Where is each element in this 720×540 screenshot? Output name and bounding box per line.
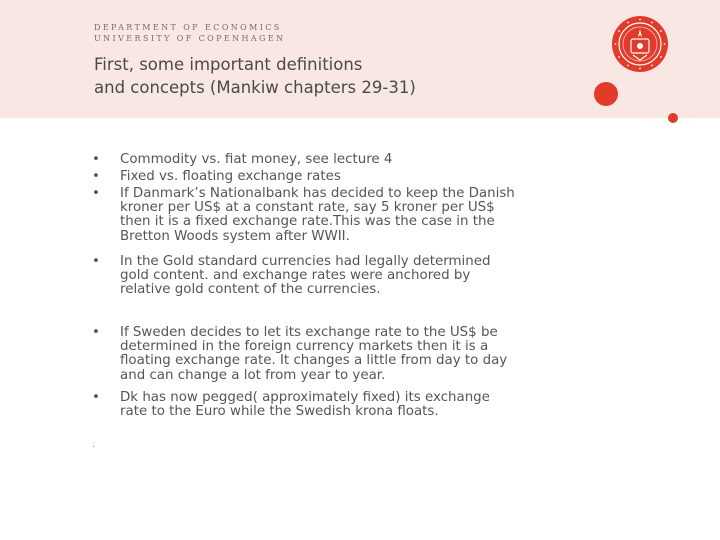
title-line: First, some important definitions xyxy=(94,55,363,74)
bullet-marker: • xyxy=(92,169,100,184)
bullet-text-line: Dk has now pegged( approximately fixed) its exchange xyxy=(120,390,490,405)
bullet-text-line: floating exchange rate. It changes a little from day to day xyxy=(120,353,508,369)
bullet-text-line: If Danmark’s Nationalbank has decided to keep the Danish xyxy=(120,186,515,201)
decorative-dot-small xyxy=(668,113,678,123)
bullet-text-line: gold content. and exchange rates were anchored by xyxy=(120,268,471,284)
bullet-text-line: Fixed vs. floating exchange rates xyxy=(120,169,341,184)
bullet-marker: • xyxy=(92,254,100,269)
bullet-text-line: Commodity vs. fiat money, see lecture 4 xyxy=(120,152,393,167)
bullet-text-line: kroner per US$ at a constant rate, say 5 kroner per US$ xyxy=(120,200,495,216)
bullet-marker: • xyxy=(92,325,100,340)
bullet-text-line: In the Gold standard currencies had legally determined xyxy=(120,254,491,269)
title-line: and concepts (Mankiw chapters 29-31) xyxy=(94,78,416,97)
bullet-marker: • xyxy=(92,390,100,405)
department-name: DEPARTMENT OF ECONOMICS xyxy=(94,23,282,32)
bullet-text-line: determined in the foreign currency markets then it is a xyxy=(120,339,489,355)
bullet-text-line: relative gold content of the currencies. xyxy=(120,282,381,298)
trailing-mark: . xyxy=(92,440,95,450)
slide-title xyxy=(94,53,574,99)
university-name: UNIVERSITY OF COPENHAGEN xyxy=(94,34,286,43)
university-seal-icon xyxy=(611,15,669,73)
bullet-marker: • xyxy=(92,152,100,167)
bullet-text-line: then it is a fixed exchange rate.This was the case in the xyxy=(120,214,495,230)
bullet-text-line: Bretton Woods system after WWII. xyxy=(120,228,350,244)
bullet-text-line: rate to the Euro while the Swedish krona floats. xyxy=(120,404,439,420)
bullet-text-line: and can change a lot from year to year. xyxy=(120,367,386,383)
bullet-text-line: If Sweden decides to let its exchange rate to the US$ be xyxy=(120,325,498,340)
bullet-marker: • xyxy=(92,186,100,201)
decorative-dot-large xyxy=(594,82,618,106)
